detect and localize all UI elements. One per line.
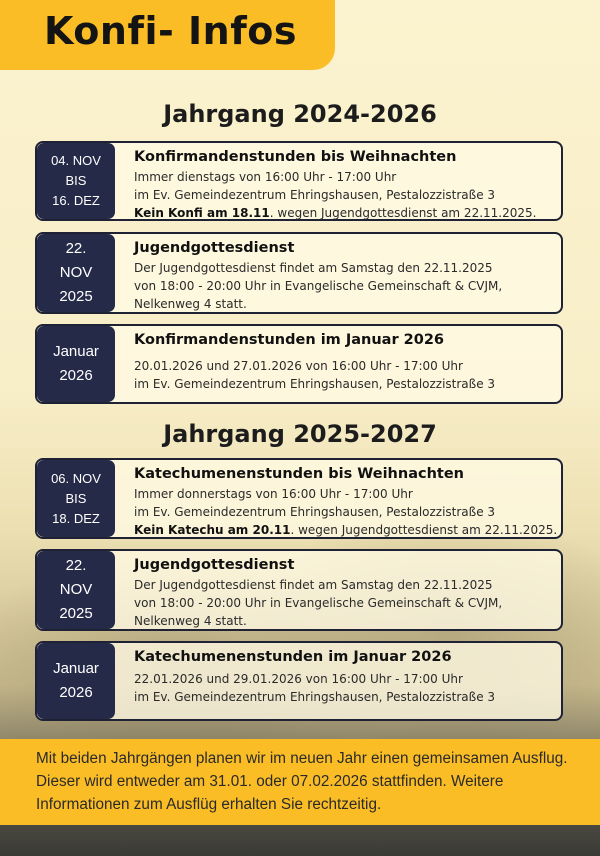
date-badge: Januar 2026 [37, 643, 115, 719]
date-badge: Januar 2026 [37, 326, 115, 402]
event-line: 20.01.2026 und 27.01.2026 von 16:00 Uhr - 17:00 Uhr [134, 359, 463, 373]
page-title: Konfi- Infos [44, 9, 297, 53]
footer-text: Mit beiden Jahrgängen planen wir im neuen Jahr einen gemeinsamen Ausflug. Dieser wird entweder am 31.01. oder 07.02.2026 stattfinden. Weitere Informationen zum Ausflüg erhalten Sie rechtzeitig. [36, 750, 568, 813]
year-heading-2: Jahrgang 2025-2027 [163, 420, 437, 448]
year-heading-1: Jahrgang 2024-2026 [163, 100, 437, 128]
event-card [35, 141, 563, 221]
date-badge: 06. NOV BIS 18. DEZ [37, 460, 115, 537]
event-card [35, 232, 563, 314]
date-badge: 04. NOV BIS 16. DEZ [37, 143, 115, 219]
event-card [35, 458, 563, 539]
title-banner [0, 0, 335, 70]
event-line: von 18:00 - 20:00 Uhr in Evangelische Gemeinschaft & CVJM, [134, 596, 503, 610]
date-badge: 22. NOV 2025 [37, 551, 115, 629]
event-line: Nelkenweg 4 statt. [134, 297, 247, 311]
event-title: Jugendgottesdienst [134, 557, 295, 573]
event-title: Katechumenenstunden im Januar 2026 [134, 649, 452, 665]
event-title: Konfirmandenstunden im Januar 2026 [134, 332, 445, 348]
event-note: Kein Katechu am 20.11. wegen Jugendgottesdienst am 22.11.2025. [134, 523, 558, 537]
event-line: Immer donnerstags von 16:00 Uhr - 17:00 Uhr [134, 487, 413, 501]
footer-banner [0, 739, 600, 825]
event-line: im Ev. Gemeindezentrum Ehringshausen, Pestalozzistraße 3 [134, 505, 496, 519]
event-line: Immer dienstags von 16:00 Uhr - 17:00 Uhr [134, 170, 397, 184]
event-card [35, 324, 563, 404]
event-line: im Ev. Gemeindezentrum Ehringshausen, Pestalozzistraße 3 [134, 377, 496, 391]
event-line: Der Jugendgottesdienst findet am Samstag den 22.11.2025 [134, 578, 493, 592]
event-line: im Ev. Gemeindezentrum Ehringshausen, Pestalozzistraße 3 [134, 188, 496, 202]
event-title: Konfirmandenstunden bis Weihnachten [134, 149, 457, 165]
event-card [35, 641, 563, 721]
event-line: Nelkenweg 4 statt. [134, 614, 247, 628]
event-line: 22.01.2026 und 29.01.2026 von 16:00 Uhr - 17:00 Uhr [134, 672, 463, 686]
date-badge: 22. NOV 2025 [37, 234, 115, 312]
event-line: Der Jugendgottesdienst findet am Samstag den 22.11.2025 [134, 261, 493, 275]
event-card [35, 549, 563, 631]
event-line: von 18:00 - 20:00 Uhr in Evangelische Gemeinschaft & CVJM, [134, 279, 503, 293]
event-title: Jugendgottesdienst [134, 240, 295, 256]
event-note: Kein Konfi am 18.11. wegen Jugendgottesdienst am 22.11.2025. [134, 206, 537, 220]
event-line: im Ev. Gemeindezentrum Ehringshausen, Pestalozzistraße 3 [134, 690, 496, 704]
event-title: Katechumenenstunden bis Weihnachten [134, 466, 464, 482]
